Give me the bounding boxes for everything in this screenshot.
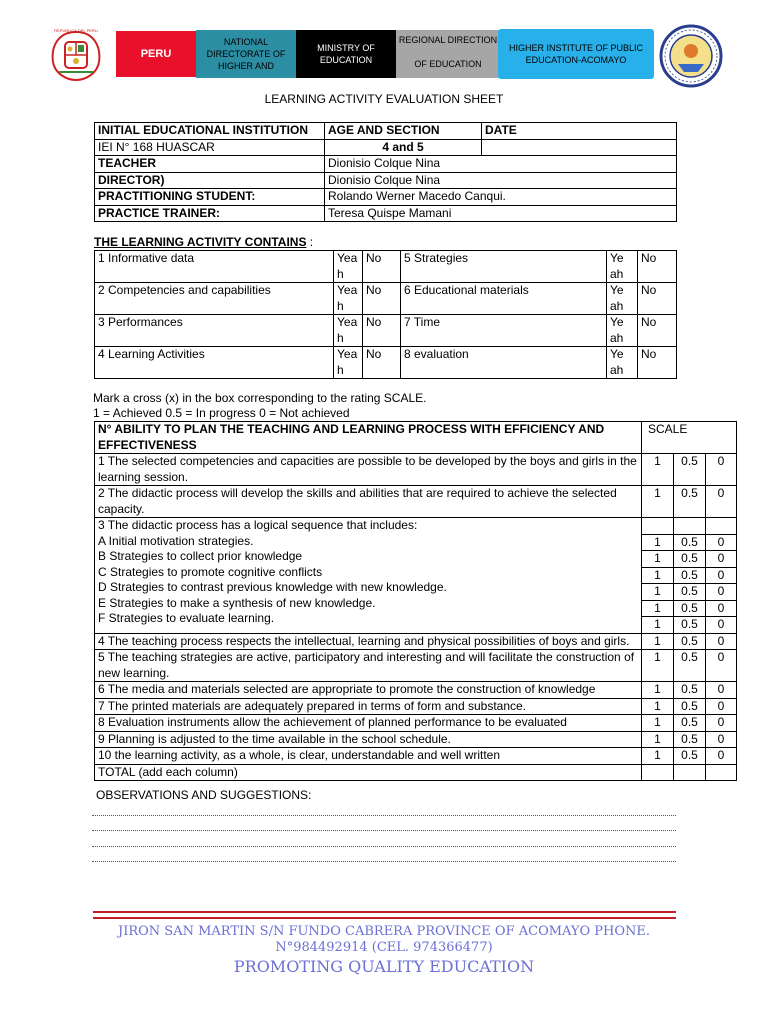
no-cell[interactable]: No xyxy=(363,315,401,347)
criterion-5: 5 The teaching strategies are active, participatory and interesting and will facilitate the construction of new learning. xyxy=(95,650,642,682)
footer-slogan: PROMOTING QUALITY EDUCATION xyxy=(233,957,535,976)
date-header: DATE xyxy=(482,123,677,140)
score-half-cell[interactable]: 0.5 xyxy=(674,534,706,551)
criterion-3a: A Initial motivation strategies. xyxy=(98,533,254,548)
score-half-cell[interactable]: 0.5 xyxy=(674,551,706,568)
teacher-value: Dionisio Colque Nina xyxy=(325,156,677,173)
institution-value: IEI N° 168 HUASCAR xyxy=(95,139,325,156)
criterion-9: 9 Planning is adjusted to the time available in the school schedule. xyxy=(95,731,642,748)
criterion-3b: B Strategies to collect prior knowledge xyxy=(98,549,303,563)
score-1-cell[interactable]: 1 xyxy=(642,633,674,650)
criterion-10: 10 the learning activity, as a whole, is clear, understandable and well written xyxy=(95,748,642,765)
footer-address-1: JIRON SAN MARTIN S/N FUNDO CABRERA PROVINCE OF ACOMAYO PHONE. xyxy=(117,924,651,939)
institution-header: INITIAL EDUCATIONAL INSTITUTION xyxy=(95,123,325,140)
score-half-cell[interactable]: 0.5 xyxy=(674,650,706,682)
score-1-cell[interactable]: 1 xyxy=(642,748,674,765)
instructions xyxy=(93,391,427,421)
observations-heading: OBSERVATIONS AND SUGGESTIONS: xyxy=(96,788,312,802)
score-0-cell[interactable]: 0 xyxy=(706,650,737,682)
score-0-cell[interactable]: 0 xyxy=(706,731,737,748)
regional-direction-badge xyxy=(396,30,500,78)
peru-badge xyxy=(116,31,196,77)
contains-item-6: 6 Educational materials xyxy=(401,283,607,315)
yes-cell[interactable]: Ye ah xyxy=(607,283,638,315)
score-1-cell[interactable]: 1 xyxy=(642,617,674,634)
peru-coat-of-arms xyxy=(45,28,107,84)
criterion-2: 2 The didactic process will develop the skills and abilities that are required to achieve the selected capacity. xyxy=(95,486,642,518)
yes-cell[interactable]: Yea h xyxy=(334,315,363,347)
contains-table xyxy=(94,250,677,379)
institute-seal-logo xyxy=(658,24,724,88)
score-1-cell[interactable]: 1 xyxy=(642,584,674,601)
score-1-cell[interactable]: 1 xyxy=(642,600,674,617)
no-cell[interactable]: No xyxy=(638,315,677,347)
score-half-cell[interactable]: 0.5 xyxy=(674,731,706,748)
score-half-cell[interactable]: 0.5 xyxy=(674,682,706,699)
score-half-cell[interactable]: 0.5 xyxy=(674,600,706,617)
age-section-header: AGE AND SECTION xyxy=(325,123,482,140)
score-1-cell[interactable]: 1 xyxy=(642,567,674,584)
criterion-6: 6 The media and materials selected are appropriate to promote the construction of knowledge xyxy=(95,682,642,699)
score-0-cell[interactable]: 0 xyxy=(706,567,737,584)
contains-item-2: 2 Competencies and capabilities xyxy=(95,283,334,315)
ministry-badge xyxy=(296,30,396,78)
score-0-cell[interactable]: 0 xyxy=(706,715,737,732)
total-row-label: TOTAL (add each column) xyxy=(95,764,642,781)
score-half-cell[interactable]: 0.5 xyxy=(674,748,706,765)
footer-divider xyxy=(93,911,676,919)
observation-line[interactable] xyxy=(92,830,676,831)
no-cell[interactable]: No xyxy=(638,347,677,379)
contains-item-8: 8 evaluation xyxy=(401,347,607,379)
observation-line[interactable] xyxy=(92,861,676,862)
score-0-cell[interactable]: 0 xyxy=(706,682,737,699)
scale-table xyxy=(94,421,737,781)
higher-institute-label: HIGHER INSTITUTE OF PUBLIC EDUCATION-ACOMAYO xyxy=(508,43,643,65)
seal-caption: REPUBLICA DEL PERU xyxy=(54,28,98,33)
age-section-value: 4 and 5 xyxy=(325,139,482,156)
criterion-3d: D Strategies to contrast previous knowledge with new knowledge. xyxy=(98,580,447,594)
criterion-3-block xyxy=(95,518,642,634)
score-half-cell[interactable]: 0.5 xyxy=(674,584,706,601)
total-1-cell[interactable] xyxy=(642,764,674,781)
info-table xyxy=(94,122,677,222)
score-0-cell[interactable]: 0 xyxy=(706,551,737,568)
contains-item-1: 1 Informative data xyxy=(95,251,334,283)
instruction-line-2: 1 = Achieved 0.5 = In progress 0 = Not achieved xyxy=(93,406,350,420)
score-1-cell[interactable]: 1 xyxy=(642,731,674,748)
date-value xyxy=(482,139,677,156)
no-cell[interactable]: No xyxy=(363,283,401,315)
score-half-cell[interactable]: 0.5 xyxy=(674,454,706,486)
score-0-cell[interactable]: 0 xyxy=(706,486,737,518)
total-half-cell[interactable] xyxy=(674,764,706,781)
criterion-8: 8 Evaluation instruments allow the achievement of planned performance to be evaluated xyxy=(95,715,642,732)
score-1-cell[interactable]: 1 xyxy=(642,698,674,715)
page-title: LEARNING ACTIVITY EVALUATION SHEET xyxy=(264,92,504,106)
yes-cell[interactable]: Yea h xyxy=(334,251,363,283)
score-half-cell[interactable]: 0.5 xyxy=(674,486,706,518)
scale-table-header: N° ABILITY TO PLAN THE TEACHING AND LEARNING PROCESS WITH EFFICIENCY AND EFFECTIVENESS xyxy=(95,422,642,454)
student-label: PRACTITIONING STUDENT: xyxy=(95,189,325,206)
teacher-label: TEACHER xyxy=(95,156,325,173)
contains-item-5: 5 Strategies xyxy=(401,251,607,283)
criterion-3f: F Strategies to evaluate learning. xyxy=(98,611,275,625)
contains-heading-colon: : xyxy=(306,235,314,249)
yes-cell[interactable]: Ye ah xyxy=(607,347,638,379)
criterion-1: 1 The selected competencies and capacities are possible to be developed by the boys and girls in the learning session. xyxy=(95,454,642,486)
score-1-cell[interactable]: 1 xyxy=(642,650,674,682)
national-directorate-label: NATIONAL DIRECTORATE OF HIGHER AND xyxy=(206,37,286,71)
yes-cell[interactable]: Yea h xyxy=(334,347,363,379)
director-value: Dionisio Colque Nina xyxy=(325,172,677,189)
regional-label-1: REGIONAL DIRECTION xyxy=(398,35,498,45)
observation-line[interactable] xyxy=(92,846,676,847)
score-half-cell[interactable]: 0.5 xyxy=(674,617,706,634)
score-half-cell[interactable]: 0.5 xyxy=(674,715,706,732)
score-1-cell[interactable]: 1 xyxy=(642,715,674,732)
score-0-cell[interactable]: 0 xyxy=(706,534,737,551)
score-0-cell[interactable]: 0 xyxy=(706,600,737,617)
contains-heading-text: THE LEARNING ACTIVITY CONTAINS xyxy=(94,235,307,249)
higher-institute-badge xyxy=(498,29,654,79)
no-cell[interactable]: No xyxy=(638,283,677,315)
total-0-cell[interactable] xyxy=(706,764,737,781)
trainer-label: PRACTICE TRAINER: xyxy=(95,205,325,222)
contains-heading xyxy=(94,235,313,249)
score-0-cell[interactable]: 0 xyxy=(706,698,737,715)
criterion-7: 7 The printed materials are adequately prepared in terms of form and substance. xyxy=(95,698,642,715)
trainer-value: Teresa Quispe Mamani xyxy=(325,205,677,222)
yes-cell[interactable]: Ye ah xyxy=(607,251,638,283)
criterion-3e: E Strategies to make a synthesis of new knowledge. xyxy=(98,595,376,610)
score-half-cell[interactable]: 0.5 xyxy=(674,567,706,584)
contains-item-3: 3 Performances xyxy=(95,315,334,347)
contains-item-4: 4 Learning Activities xyxy=(95,347,334,379)
footer-address-2: N°984492914 (CEL. 974366477) xyxy=(275,940,493,955)
criterion-3: 3 The didactic process has a logical sequence that includes: xyxy=(98,518,418,532)
no-cell[interactable]: No xyxy=(638,251,677,283)
no-cell[interactable]: No xyxy=(363,347,401,379)
no-cell[interactable]: No xyxy=(363,251,401,283)
score-0-cell[interactable]: 0 xyxy=(706,617,737,634)
instruction-line-1: Mark a cross (x) in the box corresponding to the rating SCALE. xyxy=(93,391,427,405)
score-1-cell[interactable]: 1 xyxy=(642,551,674,568)
empty-cell xyxy=(706,518,737,535)
student-value: Rolando Werner Macedo Canqui. xyxy=(325,189,677,206)
score-0-cell[interactable]: 0 xyxy=(706,584,737,601)
score-1-cell[interactable]: 1 xyxy=(642,534,674,551)
score-1-cell[interactable]: 1 xyxy=(642,486,674,518)
score-1-cell[interactable]: 1 xyxy=(642,682,674,699)
criterion-3c: C Strategies to promote cognitive conflicts xyxy=(98,564,323,579)
score-half-cell[interactable]: 0.5 xyxy=(674,633,706,650)
observation-line[interactable] xyxy=(92,815,676,816)
ministry-label: MINISTRY OF EDUCATION xyxy=(317,43,375,65)
score-1-cell[interactable]: 1 xyxy=(642,454,674,486)
contains-item-7: 7 Time xyxy=(401,315,607,347)
regional-label-2: OF EDUCATION xyxy=(414,59,482,69)
score-0-cell[interactable]: 0 xyxy=(706,454,737,486)
empty-cell xyxy=(674,518,706,535)
score-0-cell[interactable]: 0 xyxy=(706,633,737,650)
yes-cell[interactable]: Ye ah xyxy=(607,315,638,347)
yes-cell[interactable]: Yea h xyxy=(334,283,363,315)
director-label: DIRECTOR) xyxy=(95,172,325,189)
score-half-cell[interactable]: 0.5 xyxy=(674,698,706,715)
empty-cell xyxy=(642,518,674,535)
scale-label: SCALE xyxy=(642,422,737,454)
peru-label: PERU xyxy=(140,48,172,60)
national-directorate-badge xyxy=(196,30,296,78)
criterion-4: 4 The teaching process respects the intellectual, learning and physical possibilities of boys and girls. xyxy=(95,633,642,650)
score-0-cell[interactable]: 0 xyxy=(706,748,737,765)
